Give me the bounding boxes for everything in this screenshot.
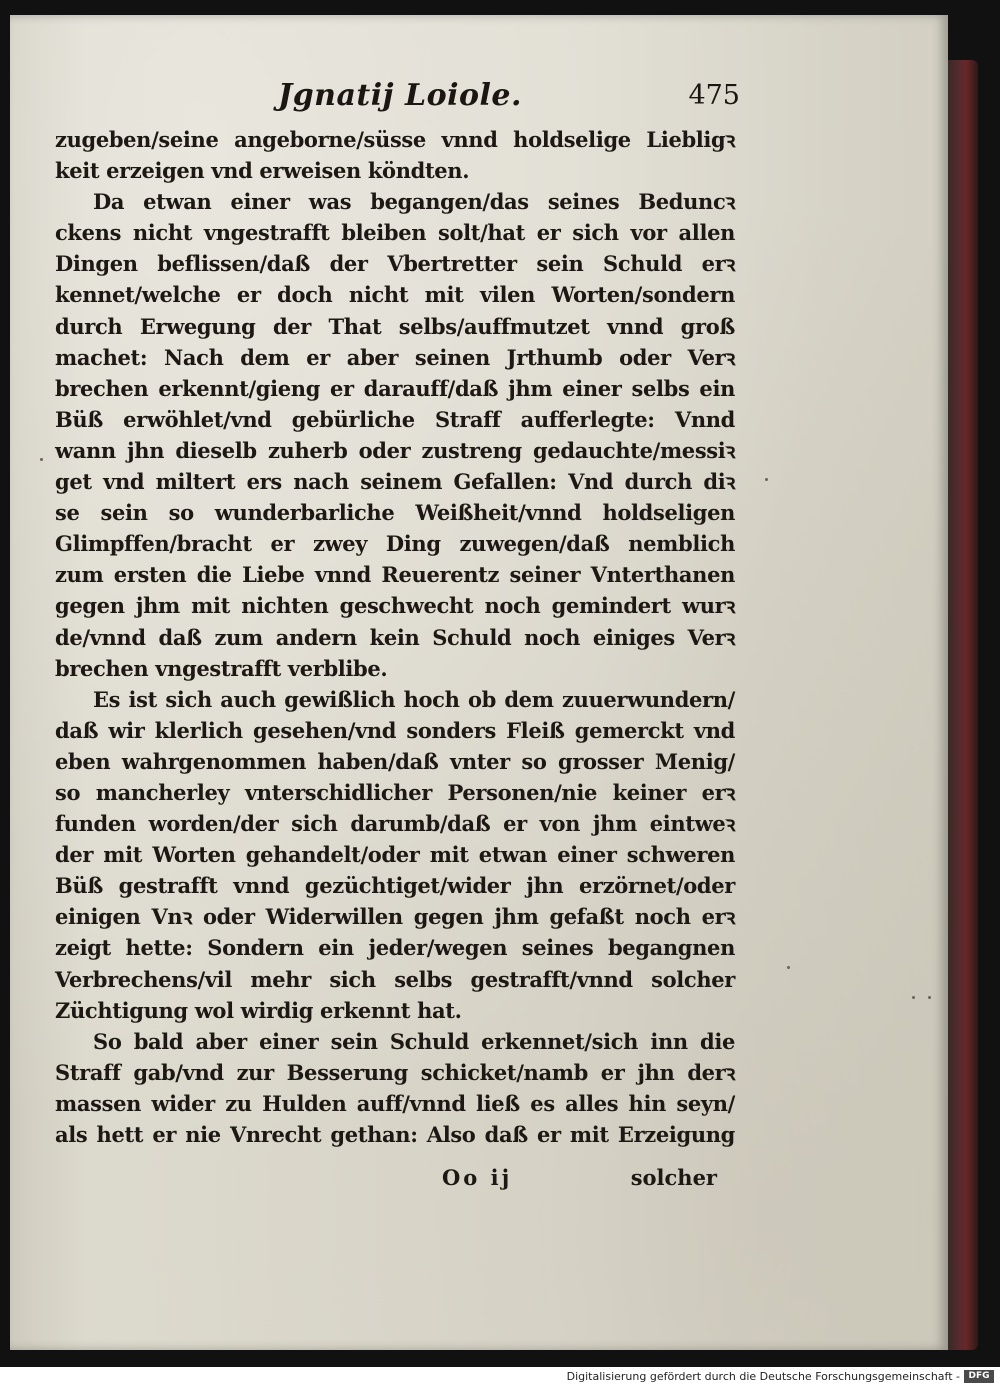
text-line: Glimpffen/bracht er zwey Ding zuwegen/daß nemblich bbox=[55, 531, 735, 557]
text-line: wann jhn dieselb zuherb oder zustreng gedauchte/messiꝛ bbox=[55, 437, 735, 463]
text-line: Züchtigung wol wirdig erkennt hat. bbox=[55, 997, 462, 1023]
signature-mark: Oo ij bbox=[442, 1165, 513, 1190]
text-line: de/vnnd daß zum andern kein Schuld noch einiges Verꝛ bbox=[55, 624, 735, 650]
text-line: der mit Worten gehandelt/oder mit etwan einer schweren bbox=[55, 842, 735, 868]
page-header bbox=[60, 78, 740, 122]
text-line: funden worden/der sich darumb/daß er von jhm eintweꝛ bbox=[55, 811, 735, 837]
dfg-logo-icon: DFG bbox=[964, 1370, 994, 1383]
text-line: Büß gestrafft vnnd gezüchtiget/wider jhn erzörnet/oder bbox=[55, 873, 735, 899]
text-line: Büß erwöhlet/vnd gebürliche Straff aufferlegte: Vnnd bbox=[55, 406, 735, 432]
page-footer bbox=[55, 1165, 735, 1199]
paper-speck bbox=[928, 996, 931, 999]
text-line: keit erzeigen vnd erweisen köndten. bbox=[55, 158, 470, 184]
text-line: Dingen beflissen/daß der Vbertretter sein Schuld erꝛ bbox=[55, 251, 735, 277]
text-line: ckens nicht vngestrafft bleiben solt/hat er sich vor allen bbox=[55, 220, 735, 246]
text-line: durch Erwegung der That selbs/auffmutzet vnnd groß bbox=[55, 313, 735, 339]
text-line: als hett er nie Vnrecht gethan: Also daß er mit Erzeigung bbox=[55, 1122, 735, 1147]
text-line: zum ersten die Liebe vnnd Reuerentz seiner Vnterthanen bbox=[55, 562, 735, 588]
running-head: Jgnatij Loiole. bbox=[278, 78, 522, 113]
text-line: kennet/welche er doch nicht mit vilen Worten/sondern bbox=[55, 282, 735, 308]
text-line: Es ist sich auch gewißlich hoch ob dem zuuerwundern/ bbox=[93, 686, 735, 712]
text-line: so mancherley vnterschidlicher Personen/nie keiner erꝛ bbox=[55, 779, 735, 805]
credit-bar bbox=[0, 1367, 1000, 1387]
book-fore-edge bbox=[948, 60, 978, 1350]
text-line: eben wahrgenommen haben/daß vnter so grosser Menig/ bbox=[55, 748, 735, 774]
text-line: get vnd miltert ers nach seinem Gefallen: Vnd durch diꝛ bbox=[55, 469, 735, 495]
paper-speck bbox=[765, 478, 768, 481]
text-line: daß wir klerlich gesehen/vnd sonders Fleiß gemerckt vnd bbox=[55, 717, 735, 743]
credit-text: Digitalisierung gefördert durch die Deutsche Forschungsgemeinschaft - bbox=[566, 1370, 960, 1383]
text-line: Da etwan einer was begangen/das seines Beduncꝛ bbox=[93, 189, 735, 215]
text-line: So bald aber einer sein Schuld erkennet/sich inn die bbox=[93, 1028, 735, 1054]
text-line: Straff gab/vnd zur Besserung schicket/namb er jhn derꝛ bbox=[55, 1059, 735, 1085]
paper-speck bbox=[912, 996, 915, 999]
body-text bbox=[55, 124, 735, 1150]
text-line: einigen Vnꝛ oder Widerwillen gegen jhm gefaßt noch erꝛ bbox=[55, 904, 735, 930]
text-line: zugeben/seine angeborne/süsse vnnd holdselige Liebligꝛ bbox=[55, 127, 735, 152]
text-line: machet: Nach dem er aber seinen Jrthumb oder Verꝛ bbox=[55, 344, 735, 370]
page-number: 475 bbox=[688, 80, 740, 111]
text-line: gegen jhm mit nichten geschwecht noch gemindert wurꝛ bbox=[55, 593, 735, 619]
paper-speck bbox=[40, 458, 43, 461]
text-line: se sein so wunderbarliche Weißheit/vnnd holdseligen bbox=[55, 500, 735, 526]
text-line: massen wider zu Hulden auff/vnnd ließ es alles hin seyn/ bbox=[55, 1090, 735, 1116]
text-line: brechen erkennt/gieng er darauff/daß jhm einer selbs ein bbox=[55, 375, 735, 401]
catchword: solcher bbox=[630, 1165, 717, 1190]
text-line: brechen vngestrafft verblibe. bbox=[55, 655, 388, 681]
text-line: Verbrechens/vil mehr sich selbs gestrafft/vnnd solcher bbox=[55, 966, 735, 992]
text-line: zeigt hette: Sondern ein jeder/wegen seines begangnen bbox=[55, 935, 735, 961]
paper-speck bbox=[787, 966, 790, 969]
